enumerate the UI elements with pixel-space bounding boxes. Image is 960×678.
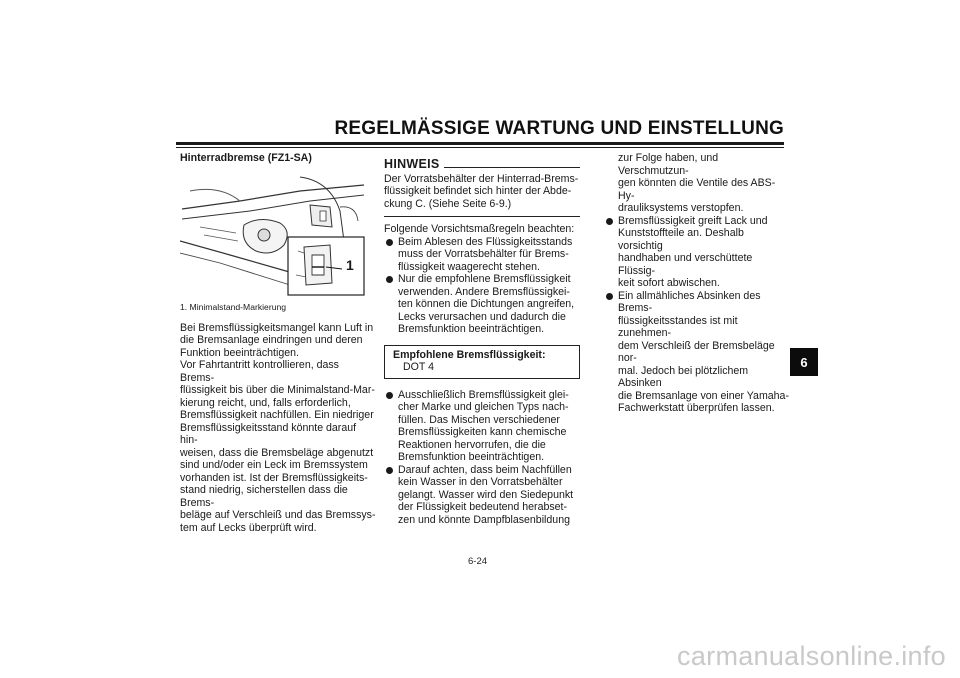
- list-item-line: Fachwerkstatt überprüfen lassen.: [618, 402, 775, 414]
- list-item-line: mal. Jedoch bei plötzlichem Absinken: [618, 364, 749, 389]
- list-item-line: Nur die empfohlene Bremsflüssigkeit: [398, 273, 571, 285]
- body-text-line: Vor Fahrtantritt kontrollieren, dass Brems-: [180, 359, 339, 384]
- hinweis-header: [384, 158, 580, 171]
- list-item-line: Bremsfunktion beeinträchtigen.: [398, 451, 545, 463]
- bullet-icon: [386, 392, 393, 399]
- list-item: [384, 236, 580, 274]
- precautions-list-b: [384, 389, 580, 527]
- precautions-list-c: [604, 215, 790, 415]
- list-item-line: Ein allmähliches Absinken des Brems-: [618, 289, 761, 314]
- body-text-line: Bremsflüssigkeit nachfüllen. Ein niedriger: [180, 409, 374, 421]
- bullet-icon: [386, 467, 393, 474]
- list-item-line: flüssigkeitsstandes ist mit zunehmen-: [618, 314, 738, 339]
- list-item-line: Bremsfunktion beeinträchtigen.: [398, 323, 545, 335]
- hinweis-text-line: Der Vorratsbehälter der Hinterrad-Brems-: [384, 172, 579, 185]
- body-text-line: Bremsflüssigkeitsstand könnte darauf hin-: [180, 421, 357, 446]
- continuation-line: gen könnten die Ventile des ABS-Hy-: [618, 177, 776, 202]
- list-item-line: Darauf achten, dass beim Nachfüllen: [398, 463, 572, 476]
- list-item-line: Bremsflüssigkeiten kann chemische: [398, 426, 567, 438]
- list-item-line: Bremsflüssigkeit greift Lack und: [618, 214, 768, 227]
- recommended-fluid-box: [384, 345, 580, 379]
- list-item-line: Lecks verursachen und dadurch die: [398, 310, 566, 323]
- header-rule: [176, 142, 784, 145]
- hinweis-rule: [444, 167, 580, 168]
- body-text-line: Funktion beeinträchtigen.: [180, 346, 299, 359]
- list-item-line: Reaktionen hervorrufen, die die: [398, 438, 546, 451]
- hinweis-label: HINWEIS: [384, 157, 440, 171]
- list-item: [604, 290, 790, 415]
- list-item-line: dem Verschleiß der Bremsbeläge nor-: [618, 339, 775, 364]
- header-rule-thin: [176, 147, 784, 148]
- right-column: [604, 152, 790, 415]
- bullet-icon: [386, 276, 393, 283]
- continuation-line: zur Folge haben, und Verschmutzun-: [618, 152, 719, 177]
- page-header-title: REGELMÄSSIGE WARTUNG UND EINSTELLUNG: [334, 118, 784, 139]
- brake-reservoir-illustration: [180, 171, 366, 297]
- body-text-line: kierung reicht, und, falls erforderlich,: [180, 396, 351, 409]
- list-item-line: Kunststoffteile an. Deshalb vorsichtig: [618, 227, 744, 252]
- list-item-line: gelangt. Wasser wird den Siedepunkt: [398, 488, 574, 501]
- list-item-line: muss der Vorratsbehälter für Brems-: [398, 248, 569, 260]
- hinweis-bottom-rule: [384, 216, 580, 217]
- body-text-line: beläge auf Verschleiß und das Bremssys-: [180, 509, 376, 521]
- bullet-icon: [606, 293, 613, 300]
- left-body-text: [180, 322, 376, 535]
- hinweis-text: [384, 173, 580, 211]
- bullet-icon: [386, 239, 393, 246]
- list-item-line: Beim Ablesen des Flüssigkeitsstands: [398, 235, 573, 248]
- list-item-line: ten können die Dichtungen angreifen,: [398, 298, 575, 310]
- body-text-line: die Bremsanlage eindringen und deren: [180, 334, 363, 346]
- body-text-line: vorhanden ist. Ist der Bremsflüssigkeits-: [180, 471, 368, 484]
- body-text-line: stand niedrig, sicherstellen dass die Brems-: [180, 484, 348, 509]
- middle-column: [384, 158, 580, 526]
- left-column: [180, 152, 376, 534]
- precautions-intro: Folgende Vorsichtsmaßregeln beachten:: [384, 223, 575, 235]
- spec-label: Empfohlene Bremsflüssigkeit:: [393, 348, 546, 361]
- body-text-line: sind und/oder ein Leck im Bremssystem: [180, 459, 368, 471]
- list-item: [384, 273, 580, 336]
- list-item-line: cher Marke und gleichen Typs nach-: [398, 401, 569, 413]
- figure-callout-number: 1: [346, 256, 354, 273]
- spec-value: DOT 4: [403, 361, 435, 373]
- list-item-line: flüssigkeit waagerecht stehen.: [398, 260, 540, 273]
- brake-reservoir-figure: [180, 171, 366, 297]
- hinweis-text-line: ckung C. (Siehe Seite 6-9.): [384, 197, 512, 210]
- list-item-line: füllen. Das Mischen verschiedener: [398, 413, 560, 426]
- watermark-text: carmanualsonline.info: [677, 641, 946, 671]
- list-item-line: die Bremsanlage von einer Yamaha-: [618, 389, 789, 402]
- body-text-line: tem auf Lecks überprüft wird.: [180, 521, 317, 534]
- page-number: 6-24: [468, 556, 488, 567]
- bullet-icon: [606, 218, 613, 225]
- body-text-line: Bei Bremsflüssigkeitsmangel kann Luft in: [180, 321, 374, 334]
- continuation-text: [604, 152, 790, 215]
- list-item-line: verwenden. Andere Bremsflüssigkei-: [398, 285, 570, 298]
- list-item-line: Ausschließlich Bremsflüssigkeit glei-: [398, 388, 569, 401]
- list-item: [384, 389, 580, 464]
- continuation-line: drauliksystems verstopfen.: [618, 202, 744, 214]
- list-item-line: kein Wasser in den Vorratsbehälter: [398, 476, 563, 488]
- list-item-line: der Flüssigkeit bedeutend herabset-: [398, 501, 568, 513]
- precautions-list-a: [384, 236, 580, 336]
- body-text-line: flüssigkeit bis über die Minimalstand-Mar-: [180, 384, 375, 396]
- hinweis-text-line: flüssigkeit befindet sich hinter der Abde-: [384, 185, 572, 197]
- list-item-line: keit sofort abwischen.: [618, 277, 720, 289]
- chapter-tab: 6: [790, 348, 818, 376]
- list-item-line: handhaben und verschüttete Flüssig-: [618, 252, 753, 277]
- body-text-line: weisen, dass die Bremsbeläge abgenutzt: [180, 446, 374, 459]
- section-title: Hinterradbremse (FZ1-SA): [180, 152, 312, 164]
- list-item: [604, 215, 790, 290]
- figure-caption: 1. Minimalstand-Markierung: [180, 301, 287, 312]
- list-item: [384, 464, 580, 527]
- list-item-line: zen und könnte Dampfblasenbildung: [398, 513, 570, 526]
